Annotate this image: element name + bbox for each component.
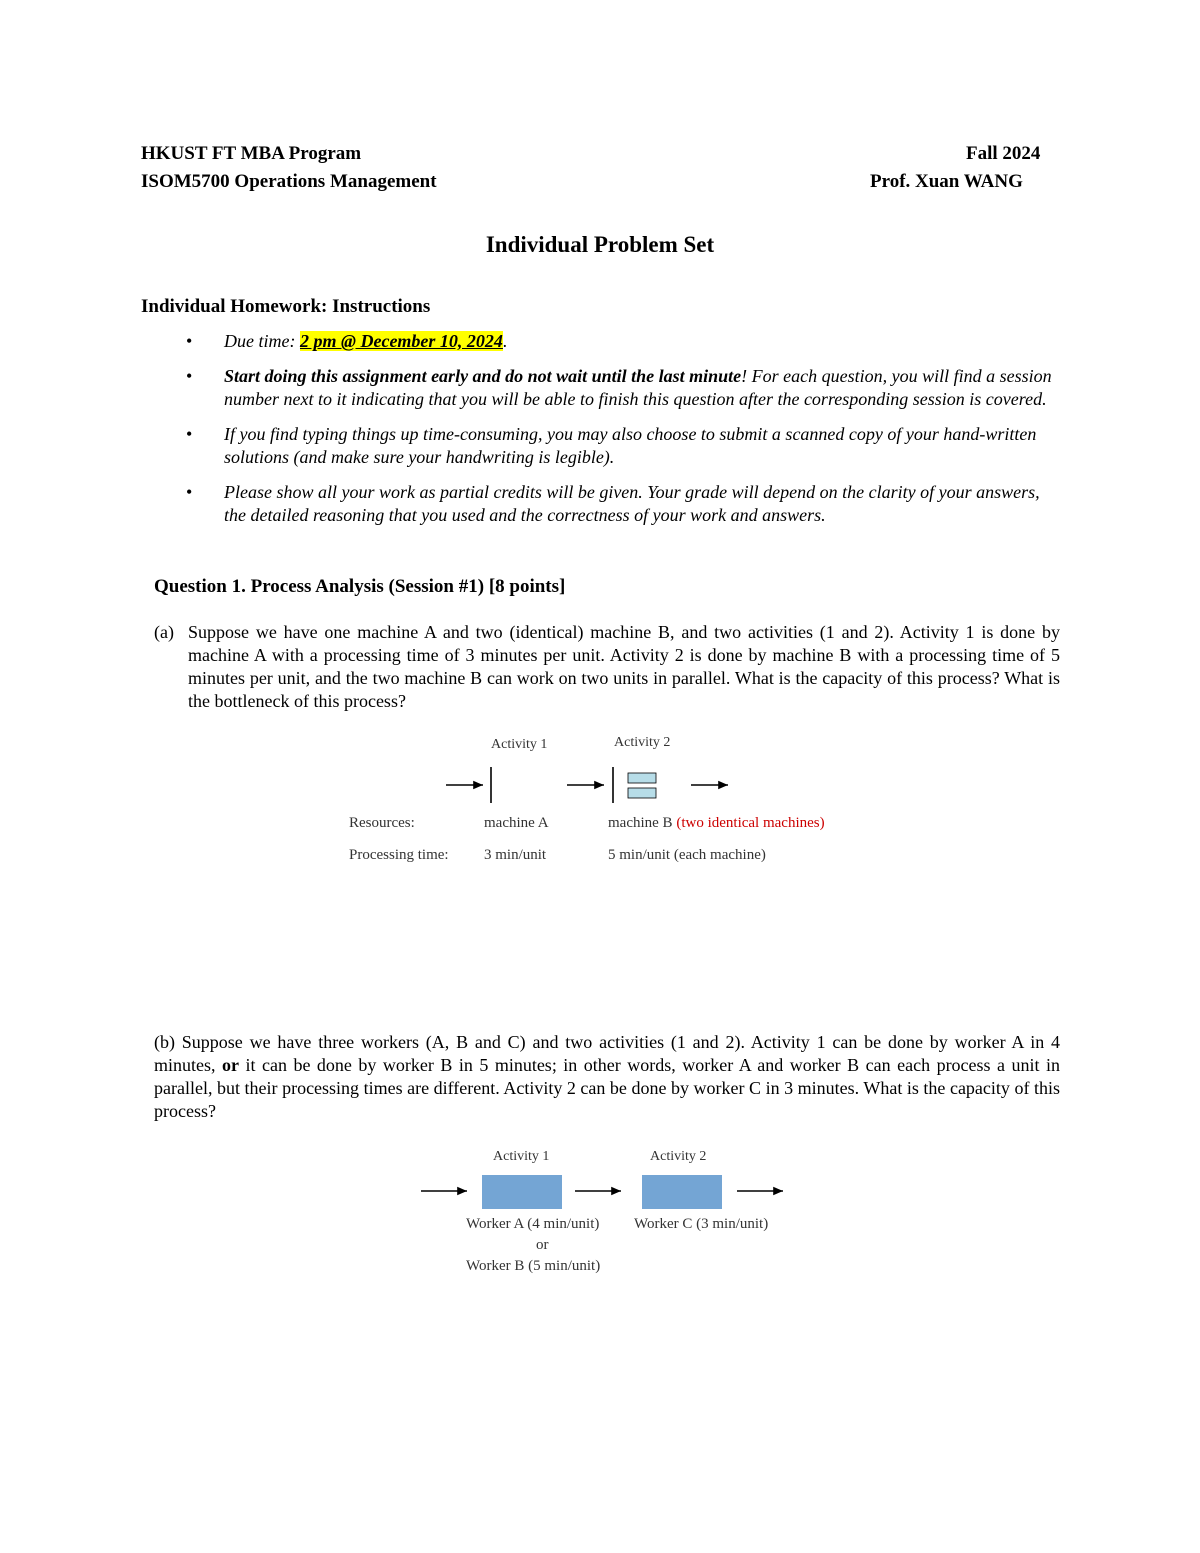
activity2-label: Activity 2 <box>650 1149 707 1164</box>
worker-a-label: Worker A (4 min/unit) <box>466 1216 600 1232</box>
question1-heading: Question 1. Process Analysis (Session #1) [8 points] <box>154 576 566 597</box>
part-a-text: Suppose we have one machine A and two (identical) machine B, and two activities (1 and 2). Activity 1 is done by machine A with a processing time of 3 minutes per unit. Activity 2 is done by machine B with a processing time of 5 minutes per unit, and the two machine B can work on two units in parallel. What is the capacity of this process? What is the bottleneck of this process? <box>188 622 1060 711</box>
program-name: HKUST FT MBA Program <box>141 143 362 164</box>
course-name: ISOM5700 Operations Management <box>141 171 437 192</box>
machine-b-note: (two identical machines) <box>676 815 825 831</box>
time-a-label: 3 min/unit <box>484 847 547 863</box>
activity1-label: Activity 1 <box>493 1149 550 1164</box>
part-b-text-post: it can be done by worker B in 5 minutes; in other words, worker A and worker B can each process a unit in parallel, but their processing times are different. Activity 2 can be done by worker C in 3 minutes. What is the capacity of this process? <box>154 1055 1061 1121</box>
activity2-label: Activity 2 <box>614 735 671 750</box>
activity2-box <box>642 1175 722 1209</box>
machine-b-text: machine B <box>608 815 677 831</box>
worker-c-label: Worker C (3 min/unit) <box>634 1216 769 1232</box>
machine-b2-box <box>628 788 656 798</box>
bullet-icon: • <box>186 366 193 386</box>
bullet-icon: • <box>186 424 193 444</box>
machine-a-label: machine A <box>484 815 549 831</box>
professor-name: Prof. Xuan WANG <box>870 171 1023 192</box>
resources-label: Resources: <box>349 815 415 831</box>
processing-time-label: Processing time: <box>349 847 449 863</box>
question1b <box>154 1031 1060 1123</box>
instructions-heading: Individual Homework: Instructions <box>141 296 431 317</box>
scan-note-text: If you find typing things up time-consuming, you may also choose to submit a scanned copy of your hand-written solutions (and make sure your handwriting is legible). <box>224 424 1037 467</box>
bullet-icon: • <box>186 331 193 351</box>
bullet-icon: • <box>186 482 193 502</box>
activity1-box <box>482 1175 562 1209</box>
activity1-label: Activity 1 <box>491 737 548 752</box>
worker-b-label: Worker B (5 min/unit) <box>466 1258 601 1274</box>
show-work-text: Please show all your work as partial credits will be given. Your grade will depend on the clarity of your answers, the detailed reasoning that you used and the correctness of your work and answers. <box>224 482 1040 525</box>
session-note-text: ! For each question, you will find a session number next to it indicating that you will be able to finish this question after the corresponding session is covered. <box>224 366 1052 409</box>
or-label: or <box>536 1237 549 1253</box>
part-b-or: or <box>222 1055 239 1075</box>
part-b-text-pre: (b) Suppose we have three workers (A, B and C) and two activities (1 and 2). Activity 1 can be done by worker A in 4 minutes, <box>154 1032 1060 1075</box>
machine-b1-box <box>628 773 656 783</box>
machine-b-label <box>608 815 825 832</box>
due-prefix: Due time: <box>224 331 300 351</box>
part-a-label: (a) <box>154 622 174 642</box>
due-date: 2 pm @ December 10, 2024 <box>299 331 503 351</box>
due-suffix: . <box>502 331 508 351</box>
term: Fall 2024 <box>966 143 1041 164</box>
time-b-label: 5 min/unit (each machine) <box>608 847 766 863</box>
page-title: Individual Problem Set <box>485 232 715 257</box>
start-early-text: Start doing this assignment early and do not wait until the last minute <box>224 366 742 386</box>
